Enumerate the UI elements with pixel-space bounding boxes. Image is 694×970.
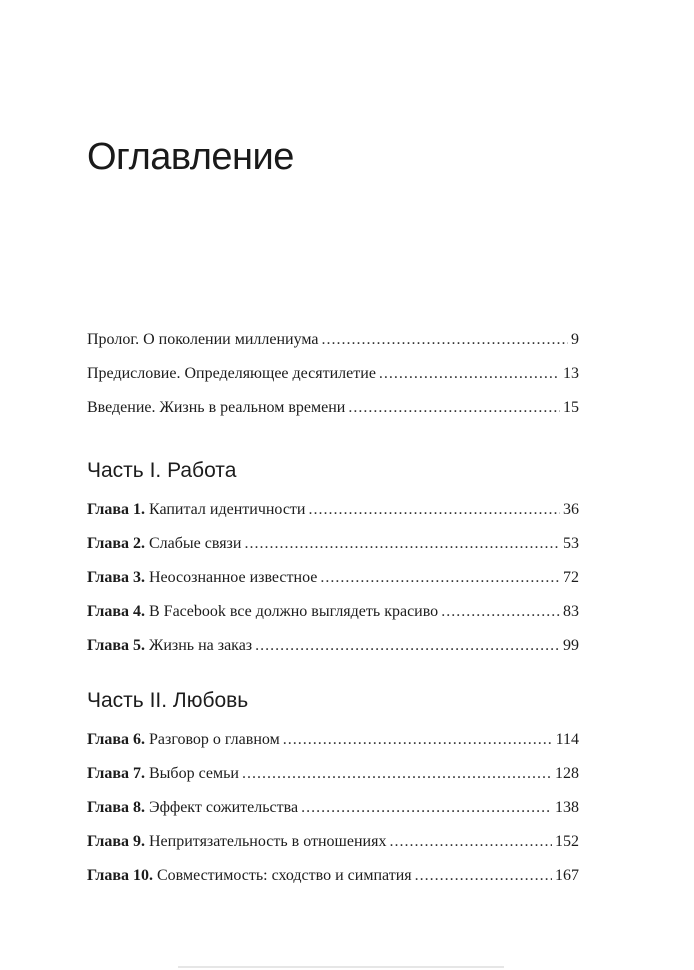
toc-entry-chapter-7[interactable] xyxy=(87,764,579,784)
toc-entry-title: Капитал идентичности xyxy=(149,501,306,518)
toc-page-number: 36 xyxy=(563,501,579,518)
toc-page-number: 15 xyxy=(563,399,579,416)
toc-page-number: 13 xyxy=(563,365,579,382)
toc-page-number: 53 xyxy=(563,535,579,552)
dot-leader xyxy=(283,730,553,750)
toc-entry-title: В Facebook все должно выглядеть красиво xyxy=(149,603,439,620)
toc-entry-title: Непритязательность в отношениях xyxy=(149,833,387,850)
toc-entry-title: Жизнь на заказ xyxy=(149,637,253,654)
toc-entry-chapter-2[interactable] xyxy=(87,534,579,554)
toc-page-number: 167 xyxy=(555,867,579,884)
chapter-number: Глава 9. xyxy=(87,833,145,850)
toc-entry-chapter-6[interactable] xyxy=(87,730,579,750)
toc-entry-chapter-10[interactable] xyxy=(87,866,579,886)
chapter-number: Глава 3. xyxy=(87,569,145,586)
toc-entry-title: Совместимость: сходство и симпатия xyxy=(157,867,412,884)
toc-entry-chapter-5[interactable] xyxy=(87,636,579,656)
toc-entry-chapter-4[interactable] xyxy=(87,602,579,622)
dot-leader xyxy=(244,534,560,554)
part-heading-1: Часть I. Работа xyxy=(87,459,237,482)
toc-entry-prologue[interactable] xyxy=(87,330,579,350)
dot-leader xyxy=(255,636,560,656)
toc-entry-chapter-3[interactable] xyxy=(87,568,579,588)
toc-entry-title: Слабые связи xyxy=(149,535,242,552)
dot-leader xyxy=(320,568,560,588)
chapter-number: Глава 10. xyxy=(87,867,153,884)
dot-leader xyxy=(322,330,568,350)
toc-page-number: 72 xyxy=(563,569,579,586)
page-bottom-edge xyxy=(178,966,504,968)
chapter-number: Глава 5. xyxy=(87,637,145,654)
dot-leader xyxy=(348,398,560,418)
toc-entry-title: Предисловие. Определяющее десятилетие xyxy=(87,365,376,382)
toc-entry-title: Неосознанное известное xyxy=(149,569,318,586)
chapter-number: Глава 4. xyxy=(87,603,145,620)
toc-entry-title: Эффект сожительства xyxy=(149,799,299,816)
toc-entry-chapter-9[interactable] xyxy=(87,832,579,852)
part-heading-2: Часть II. Любовь xyxy=(87,689,249,712)
toc-page-number: 114 xyxy=(555,731,579,748)
dot-leader xyxy=(308,500,560,520)
toc-page-number: 152 xyxy=(555,833,579,850)
dot-leader xyxy=(415,866,552,886)
chapter-number: Глава 2. xyxy=(87,535,145,552)
chapter-number: Глава 1. xyxy=(87,501,145,518)
toc-page-number: 99 xyxy=(563,637,579,654)
toc-page-number: 9 xyxy=(571,331,579,348)
toc-page-number: 138 xyxy=(555,799,579,816)
toc-entry-title: Разговор о главном xyxy=(149,731,280,748)
toc-entry-chapter-8[interactable] xyxy=(87,798,579,818)
toc-entry-preface[interactable] xyxy=(87,364,579,384)
dot-leader xyxy=(379,364,560,384)
chapter-number: Глава 7. xyxy=(87,765,145,782)
dot-leader xyxy=(389,832,552,852)
toc-entry-title: Пролог. О поколении миллениума xyxy=(87,331,319,348)
dot-leader xyxy=(301,798,552,818)
toc-entry-chapter-1[interactable] xyxy=(87,500,579,520)
toc-entry-introduction[interactable] xyxy=(87,398,579,418)
chapter-number: Глава 6. xyxy=(87,731,145,748)
toc-page-number: 128 xyxy=(555,765,579,782)
page-title: Оглавление xyxy=(87,136,294,178)
toc-entry-title: Введение. Жизнь в реальном времени xyxy=(87,399,346,416)
toc-entry-title: Выбор семьи xyxy=(149,765,239,782)
dot-leader xyxy=(242,764,552,784)
toc-page-number: 83 xyxy=(563,603,579,620)
chapter-number: Глава 8. xyxy=(87,799,145,816)
dot-leader xyxy=(441,602,560,622)
